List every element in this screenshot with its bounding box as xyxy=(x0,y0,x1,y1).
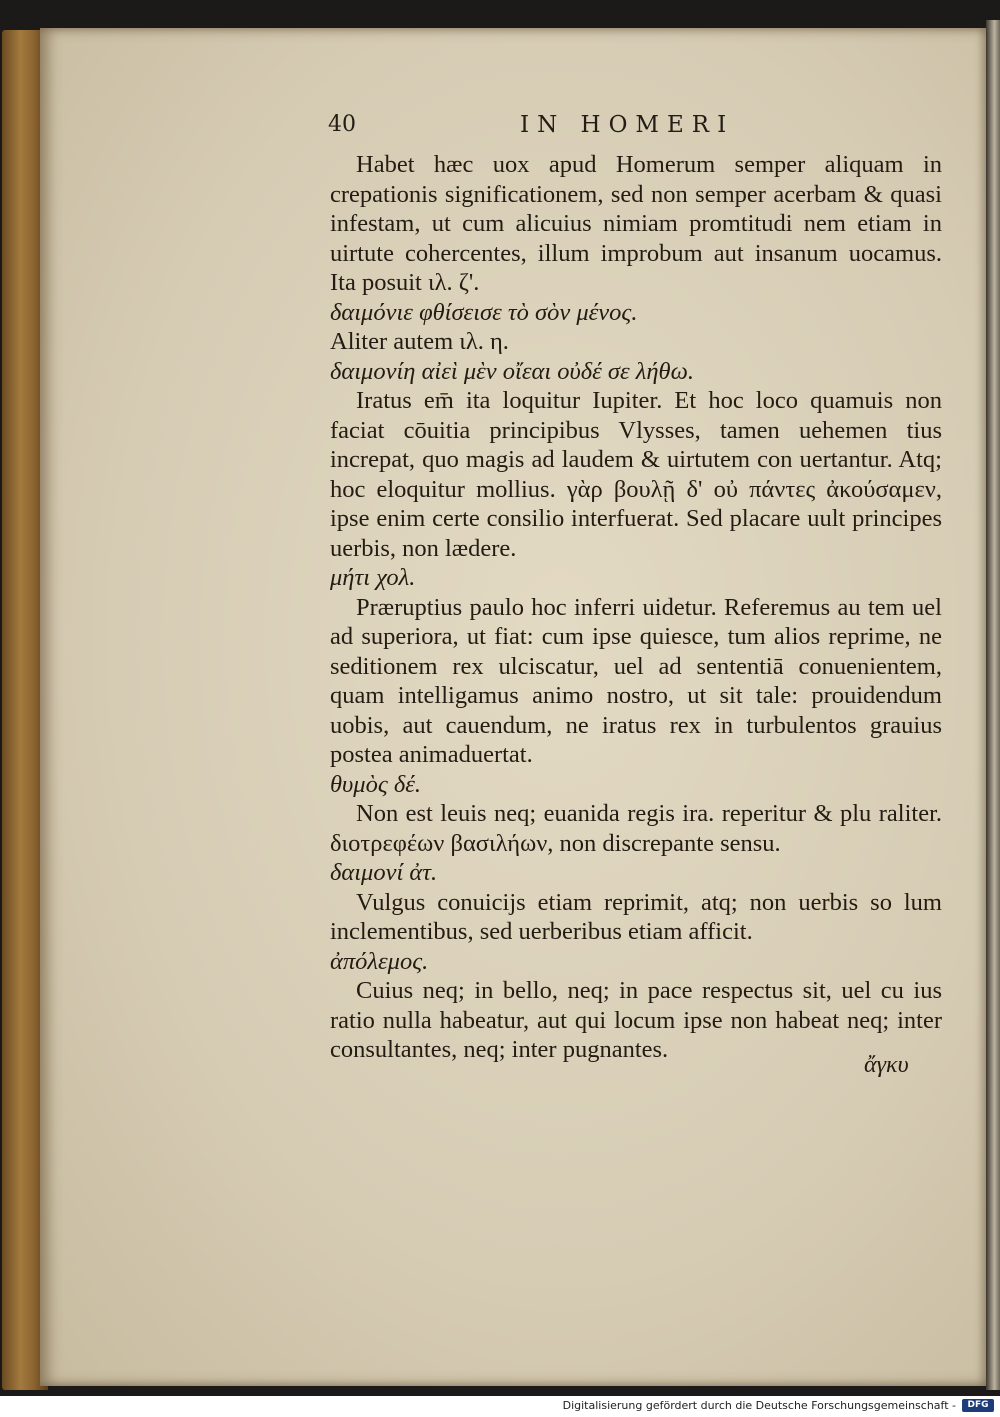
paragraph: Cuius neq; in bello, neq; in pace respectus sit, uel cu ius ratio nulla habeatur, aut qui locum ipse non habeat neq; inter consultantes, neq; inter pugnantes. xyxy=(330,977,942,1063)
catchword: ἄγκυ xyxy=(864,1052,909,1078)
lemma: μήτι χολ. xyxy=(330,564,416,591)
lemma: δαιμονί ἀτ. xyxy=(330,859,438,886)
aliter-line: Aliter autem ιλ. η. xyxy=(330,328,509,355)
paragraph: Iratus em̄ ita loquitur Iupiter. Et hoc loco quamuis non faciat cōuitia principibus Vlysses, tamen uehemen tius increpat, quo magis ad laudem & uirtutem con uertantur. Atq; hoc eloquitur mollius. γὰρ βουλῇ δ' οὐ πάντες ἀκούσαμεν, ipse enim certe consilio interfuerat. Sed placare uult principes uerbis, non lædere. xyxy=(330,387,942,562)
paragraph: Vulgus conuicijs etiam reprimit, atq; non uerbis so lum inclementibus, sed uerberibus etiam afficit. xyxy=(330,888,942,945)
footer-credit: Digitalisierung gefördert durch die Deutsche Forschungsgemeinschaft - xyxy=(562,1399,956,1412)
page-text xyxy=(330,150,942,1065)
paragraph: Non est leuis neq; euanida regis ira. reperitur & plu raliter. διοτρεφέων βασιλήων, non discrepante sensu. xyxy=(330,800,942,857)
lemma: θυμὸς δέ. xyxy=(330,770,422,798)
running-head: IN HOMERI xyxy=(520,112,735,138)
page-edge-right xyxy=(986,20,1000,1390)
dfg-logo: DFG xyxy=(962,1399,994,1412)
greek-quote: δαιμονίη αἰεὶ μὲν οἴεαι οὐδέ σε λήθω. xyxy=(330,357,695,385)
greek-quote: δαιμόνιε φθίσεισε τὸ σὸν μένος. xyxy=(330,298,638,326)
lemma: ἀπόλεμος. xyxy=(330,947,429,975)
paragraph: Habet hæc uox apud Homerum semper aliquam in crepationis significationem, sed non semper acerbam & quasi infestam, ut cum alicuius nimiam promtitudi nem etiam in uirtute cohercentes, illum improbum aut insanum uocamus. Ita posuit ιλ. ζ'. xyxy=(330,151,942,296)
paragraph: Præruptius paulo hoc inferri uidetur. Referemus au tem uel ad superiora, ut fiat: cum ipse quiesce, tum alios reprime, ne seditionem rex ulciscatur, uel ad sententiā conuenientem, quam intelligamus animo nostro, ut sit tale: prouidendum uobis, aut cauendum, ne iratus rex in turbulentos grauius postea animaduertat. xyxy=(330,593,942,768)
page-number: 40 xyxy=(328,112,356,137)
